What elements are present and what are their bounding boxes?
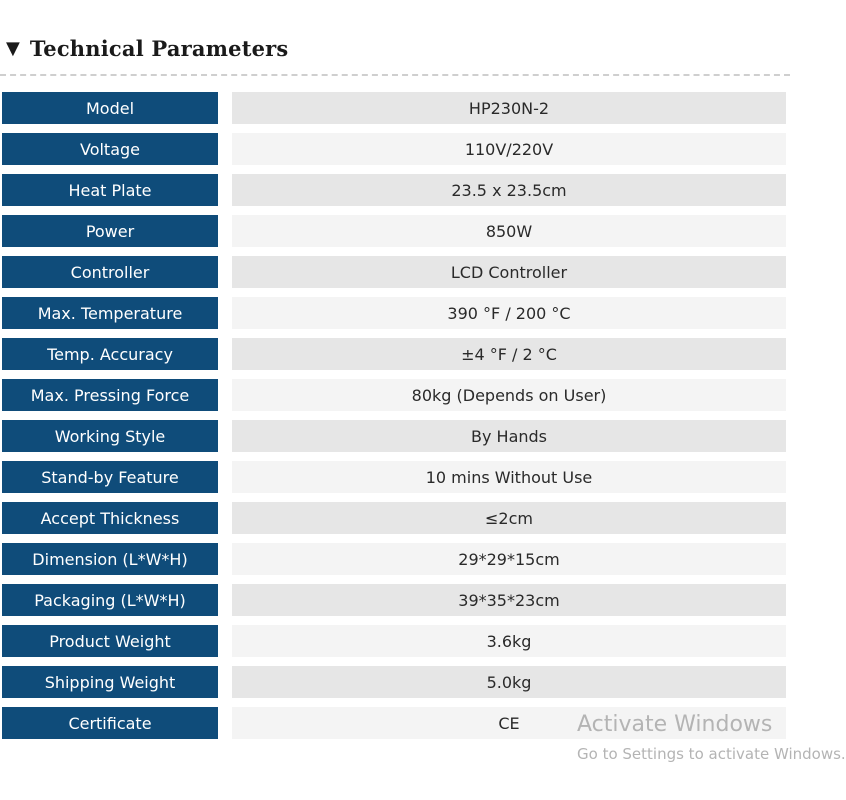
watermark-subtitle: Go to Settings to activate Windows. — [577, 745, 846, 763]
triangle-down-icon[interactable]: ▼ — [6, 37, 20, 59]
table-row — [2, 420, 786, 452]
parameter-value: HP230N-2 — [232, 92, 786, 124]
parameter-label: Max. Temperature — [2, 297, 218, 329]
parameter-label: Model — [2, 92, 218, 124]
table-row — [2, 256, 786, 288]
parameter-label: Temp. Accuracy — [2, 338, 218, 370]
table-row — [2, 133, 786, 165]
parameter-value: 10 mins Without Use — [232, 461, 786, 493]
parameter-value: 3.6kg — [232, 625, 786, 657]
table-row — [2, 338, 786, 370]
table-row — [2, 502, 786, 534]
parameter-value: 5.0kg — [232, 666, 786, 698]
parameter-value: 23.5 x 23.5cm — [232, 174, 786, 206]
table-row — [2, 215, 786, 247]
table-row — [2, 92, 786, 124]
section-title: Technical Parameters — [29, 36, 289, 61]
parameter-label: Heat Plate — [2, 174, 218, 206]
parameter-value: 110V/220V — [232, 133, 786, 165]
parameter-value: By Hands — [232, 420, 786, 452]
table-row — [2, 461, 786, 493]
table-row — [2, 625, 786, 657]
parameter-label: Stand-by Feature — [2, 461, 218, 493]
table-row — [2, 666, 786, 698]
table-row — [2, 297, 786, 329]
parameter-value: 29*29*15cm — [232, 543, 786, 575]
parameter-value: 80kg (Depends on User) — [232, 379, 786, 411]
parameter-label: Voltage — [2, 133, 218, 165]
parameter-value: 850W — [232, 215, 786, 247]
table-row — [2, 543, 786, 575]
table-row — [2, 174, 786, 206]
parameter-value: LCD Controller — [232, 256, 786, 288]
parameter-label: Controller — [2, 256, 218, 288]
parameter-label: Packaging (L*W*H) — [2, 584, 218, 616]
parameter-value: CE — [232, 707, 786, 739]
watermark-title: Activate Windows — [577, 712, 773, 737]
parameter-value: ≤2cm — [232, 502, 786, 534]
parameter-label: Working Style — [2, 420, 218, 452]
section-header — [6, 36, 288, 61]
parameter-label: Accept Thickness — [2, 502, 218, 534]
parameter-value: 390 °F / 200 °C — [232, 297, 786, 329]
table-row — [2, 584, 786, 616]
parameter-label: Product Weight — [2, 625, 218, 657]
table-row — [2, 379, 786, 411]
parameter-label: Certificate — [2, 707, 218, 739]
parameter-label: Max. Pressing Force — [2, 379, 218, 411]
parameter-label: Power — [2, 215, 218, 247]
parameter-label: Shipping Weight — [2, 666, 218, 698]
parameter-value: ±4 °F / 2 °C — [232, 338, 786, 370]
parameter-value: 39*35*23cm — [232, 584, 786, 616]
dashed-divider — [0, 74, 790, 76]
parameter-label: Dimension (L*W*H) — [2, 543, 218, 575]
table-row — [2, 707, 786, 739]
parameters-table — [2, 92, 786, 748]
